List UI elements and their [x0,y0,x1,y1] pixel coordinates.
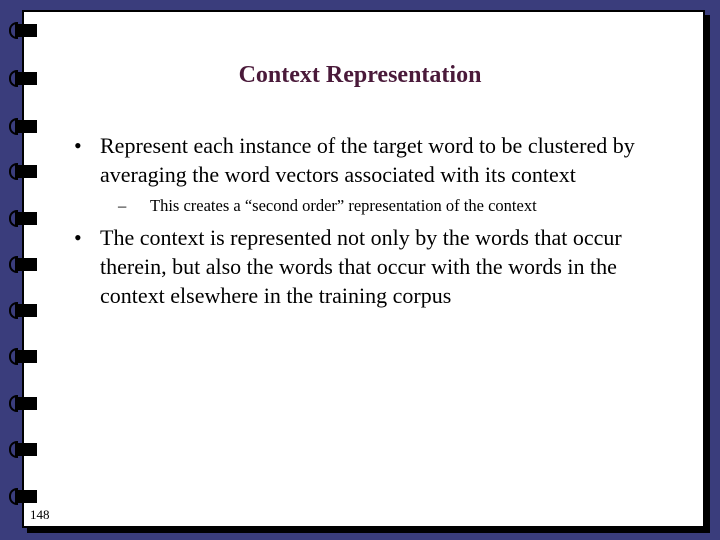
sub-bullet-item [94,195,684,217]
binder-ring-icon [9,118,39,135]
bullet-text: Represent each instance of the target word to be clustered by averaging the word vectors associated with its context [100,133,635,187]
binder-ring-icon [9,348,39,365]
page-number: 148 [30,507,50,522]
binder-ring-icon [9,488,39,505]
binder-ring-icon [9,163,39,180]
slide-title: Context Representation [238,62,482,88]
bullet-item [74,131,684,189]
binder-ring-icon [9,395,39,412]
bullet-text: The context is represented not only by the words that occur therein, but also the words that occur with the words in the context elsewhere in the training corpus [100,225,622,308]
bullet-marker: • [74,133,82,158]
binder-ring-icon [9,210,39,227]
binder-ring-icon [9,22,39,39]
sub-bullet-text: This creates a “second order” representation of the context [150,196,537,215]
bullet-item [74,223,684,310]
binder-ring-icon [9,441,39,458]
bullet-marker: • [74,225,82,250]
binder-ring-icon [9,256,39,273]
bullet-list [74,131,684,310]
sub-bullet-marker: – [118,196,127,215]
binder-ring-icon [9,302,39,319]
